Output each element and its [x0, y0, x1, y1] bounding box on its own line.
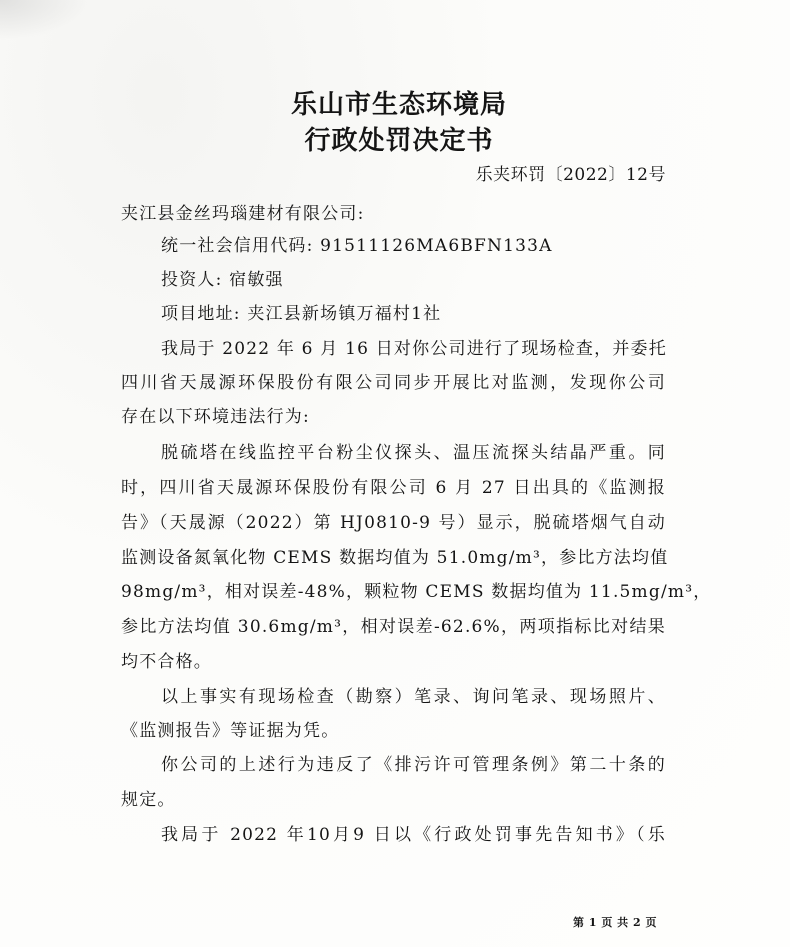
- paragraph-line: 规定。: [121, 790, 176, 810]
- paragraph-line: 98mg/m³，相对误差-48%，颗粒物 CEMS 数据均值为 11.5mg/m³，: [121, 582, 712, 602]
- paragraph-line: 监测设备氮氧化物 CEMS 数据均值为 51.0mg/m³，参比方法均值: [121, 548, 669, 568]
- paragraph-line: 脱硫塔在线监控平台粉尘仪探头、温压流探头结晶严重。同: [161, 443, 666, 463]
- paragraph-line: 存在以下环境违法行为:: [121, 407, 310, 427]
- paragraph-line: 时，四川省天晟源环保股份有限公司 6 月 27 日出具的《监测报: [121, 478, 666, 498]
- document-title-type: 行政处罚决定书: [304, 126, 494, 156]
- paragraph-line: 告》（天晟源（2022）第 HJ0810-9 号）显示，脱硫塔烟气自动: [121, 513, 666, 533]
- paragraph-line: 四川省天晟源环保股份有限公司同步开展比对监测，发现你公司: [121, 373, 666, 393]
- paragraph-line: 参比方法均值 30.6mg/m³，相对误差-62.6%，两项指标比对结果: [121, 617, 666, 637]
- addressee-line: 夹江县金丝玛瑙建材有限公司:: [121, 204, 365, 224]
- page-indicator: 第 1 页 共 2 页: [573, 916, 657, 929]
- document-number: 乐夹环罚〔2022〕12号: [475, 165, 666, 185]
- paragraph-line: 《监测报告》等证据为凭。: [121, 721, 340, 741]
- paragraph-line: 你公司的上述行为违反了《排污许可管理条例》第二十条的: [161, 755, 666, 775]
- document-title-agency: 乐山市生态环境局: [290, 90, 507, 120]
- project-address-line: 项目地址: 夹江县新场镇万福村1社: [161, 304, 442, 324]
- scan-smudge: [0, 0, 90, 40]
- paragraph-line: 我局于 2022 年10月9 日以《行政处罚事先告知书》（乐: [161, 825, 666, 845]
- paragraph-line: 我局于 2022 年 6 月 16 日对你公司进行了现场检查，并委托: [161, 339, 667, 359]
- paragraph-line: 以上事实有现场检查（勘察）笔录、询问笔录、现场照片、: [161, 687, 666, 707]
- investor-line: 投资人: 宿敏强: [161, 270, 284, 290]
- credit-code-line: 统一社会信用代码: 91511126MA6BFN133A: [161, 236, 553, 256]
- paragraph-line: 均不合格。: [121, 652, 212, 672]
